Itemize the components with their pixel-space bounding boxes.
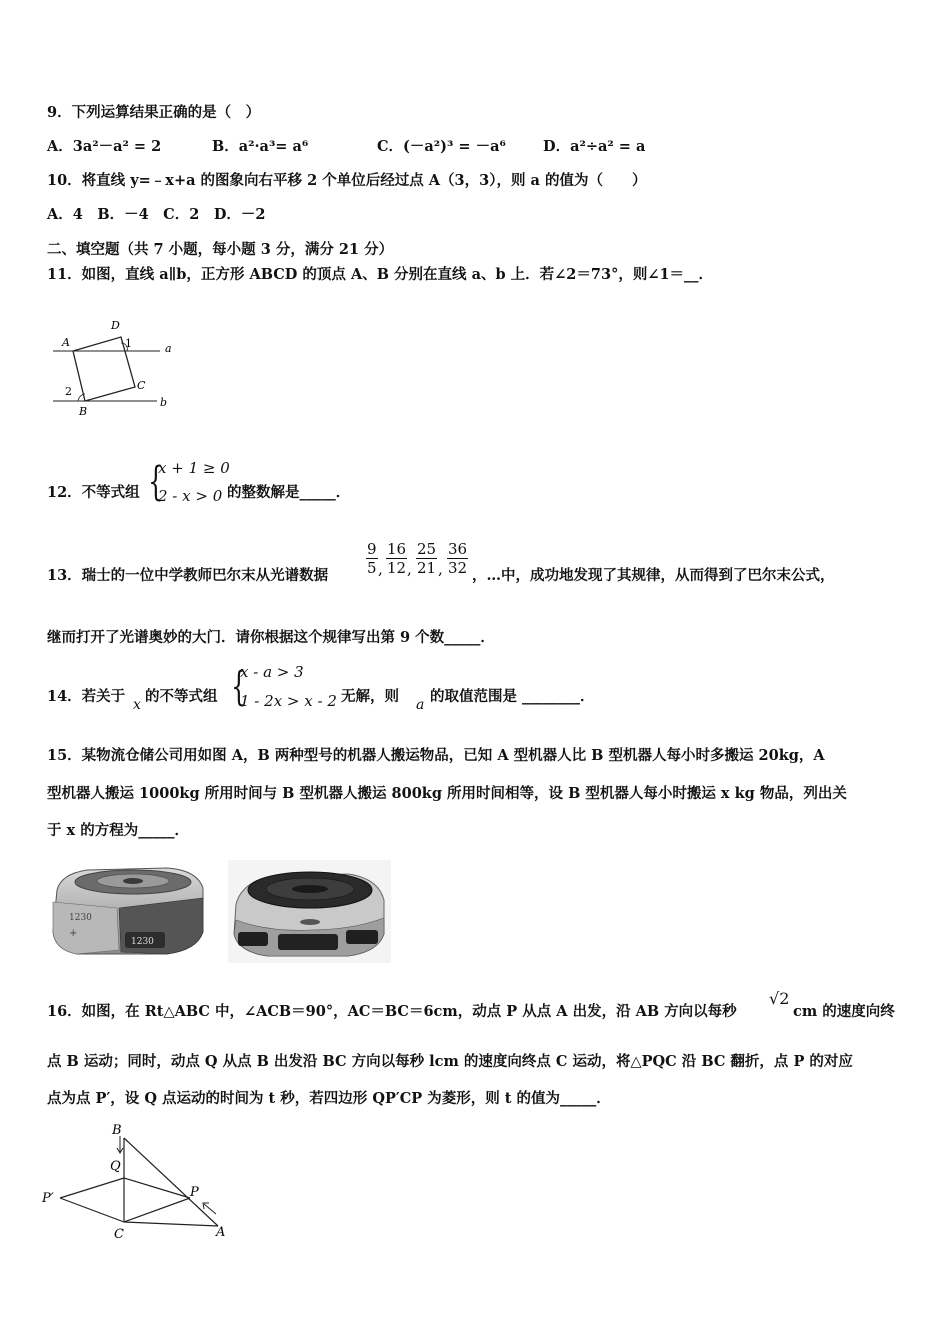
q16-label-A: A <box>216 1225 226 1240</box>
q13-fraction-2-den: 12 <box>387 559 407 577</box>
q11-stem: 11．如图，直线 a∥b，正方形 ABCD 的顶点 A、B 分别在直线 a、b 上．若∠2＝73°，则∠1＝__． <box>47 266 714 283</box>
q14-brace: { <box>231 664 247 710</box>
q13-fraction-1-den: 5 <box>367 559 377 577</box>
section-heading: 二、填空题（共 7 小题，每小题 3 分，满分 21 分） <box>47 241 394 258</box>
q11-label-angle2: 2 <box>65 385 72 398</box>
q16-label-Q: Q <box>110 1159 121 1174</box>
q9-option-b: B．a²·a³= a⁶ <box>212 138 309 155</box>
q16-line1-prefix: 16．如图，在 Rt△ABC 中，∠ACB＝90°，AC＝BC＝6cm，动点 P 从点 A 出发，沿 AB 方向以每秒 <box>47 1003 737 1020</box>
q13-fraction-4-den: 32 <box>448 559 468 577</box>
q16-line1-suffix: cm 的速度向终 <box>793 1003 895 1020</box>
q11-figure <box>45 315 185 425</box>
q13-fraction-1-num: 9 <box>367 540 377 558</box>
q9-option-c: C．(－a²)³ = －a⁶ <box>377 138 506 155</box>
q14-inequality-1: x - a > 3 <box>240 663 304 681</box>
q15-line2: 型机器人搬运 1000kg 所用时间与 B 型机器人搬运 800kg 所用时间相等，设 B 型机器人每小时搬运 x kg 物品，列出关 <box>47 785 847 802</box>
q16-label-Pprime: P′ <box>42 1191 54 1206</box>
q13-fraction-3-den: 21 <box>417 559 437 577</box>
q16-sqrt: √2 <box>769 989 790 1008</box>
q13-fraction-2-num: 16 <box>387 540 407 558</box>
q13-fraction-4 <box>447 540 468 577</box>
q16-figure <box>40 1118 240 1248</box>
q15-line1: 15．某物流仓储公司用如图 A，B 两种型号的机器人搬运物品，已知 A 型机器人比 B 型机器人每小时多搬运 20kg，A <box>47 747 825 764</box>
q10-stem: 10．将直线 y=﹣x+a 的图象向右平移 2 个单位后经过点 A（3，3），则 a 的值为（ ） <box>47 172 647 189</box>
q16-label-C: C <box>114 1227 124 1242</box>
robot-a-image <box>47 862 209 958</box>
q14-mid: 的不等式组 <box>145 688 218 705</box>
q14-prefix: 14．若关于 <box>47 688 126 705</box>
svg-text:+: + <box>69 928 78 939</box>
q16-label-P: P <box>190 1185 199 1200</box>
q9-option-a: A．3a²－a² = 2 <box>47 138 162 155</box>
q11-label-C: C <box>137 379 146 392</box>
q9-stem: 9．下列运算结果正确的是（ ） <box>47 104 261 121</box>
q13-fraction-4-num: 36 <box>448 540 468 558</box>
q14-inequality-2: 1 - 2x > x - 2 <box>240 692 337 710</box>
q14-variable-a: a <box>416 697 425 713</box>
q12-brace: { <box>148 459 164 505</box>
q11-label-B: B <box>79 405 88 418</box>
q11-label-b: b <box>160 396 168 409</box>
q16-label-B: B <box>112 1123 122 1138</box>
q13-fraction-2 <box>386 540 407 577</box>
q16-line3: 点为点 P′，设 Q 点运动的时间为 t 秒，若四边形 QP′CP 为菱形，则 t 的值为_____． <box>47 1090 611 1107</box>
q11-label-A: A <box>62 336 70 349</box>
q12-prefix: 12．不等式组 <box>47 484 140 501</box>
q12-suffix: 的整数解是_____． <box>227 484 351 501</box>
q16-line2: 点 B 运动；同时，动点 Q 从点 B 出发沿 BC 方向以每秒 lcm 的速度向终点 C 运动，将△PQC 沿 BC 翻折，点 P 的对应 <box>47 1053 853 1070</box>
q10-options: A．4 B．－4 C．2 D．－2 <box>47 206 266 223</box>
q13-fraction-3 <box>416 540 437 577</box>
robot-a-label-front: 1230 <box>69 913 92 923</box>
q9-option-d: D．a²÷a² = a <box>543 138 646 155</box>
q11-label-D: D <box>111 319 120 332</box>
robot-b-image <box>228 860 391 963</box>
q12-inequality-2: 2 - x > 0 <box>158 487 223 505</box>
robot-a-label-side: 1230 <box>131 937 154 947</box>
q12-inequality-1: x + 1 ≥ 0 <box>158 459 230 477</box>
q13-fraction-3-num: 25 <box>417 540 437 558</box>
q14-suffix: 的取值范围是 ________． <box>430 688 595 705</box>
q14-after: 无解，则 <box>341 688 399 705</box>
q13-fraction-1 <box>366 540 378 577</box>
q13-line2: 继而打开了光谱奥妙的大门．请你根据这个规律写出第 9 个数_____． <box>47 629 495 646</box>
q15-line3: 于 x 的方程为_____． <box>47 822 189 839</box>
q11-label-a: a <box>165 342 172 355</box>
q13-line1-prefix: 13．瑞士的一位中学教师巴尔末从光谱数据 <box>47 567 329 584</box>
q13-line1-suffix: ，…中，成功地发现了其规律，从而得到了巴尔末公式， <box>472 567 835 584</box>
q14-variable-x: x <box>133 697 141 713</box>
q11-label-angle1: 1 <box>125 337 132 350</box>
